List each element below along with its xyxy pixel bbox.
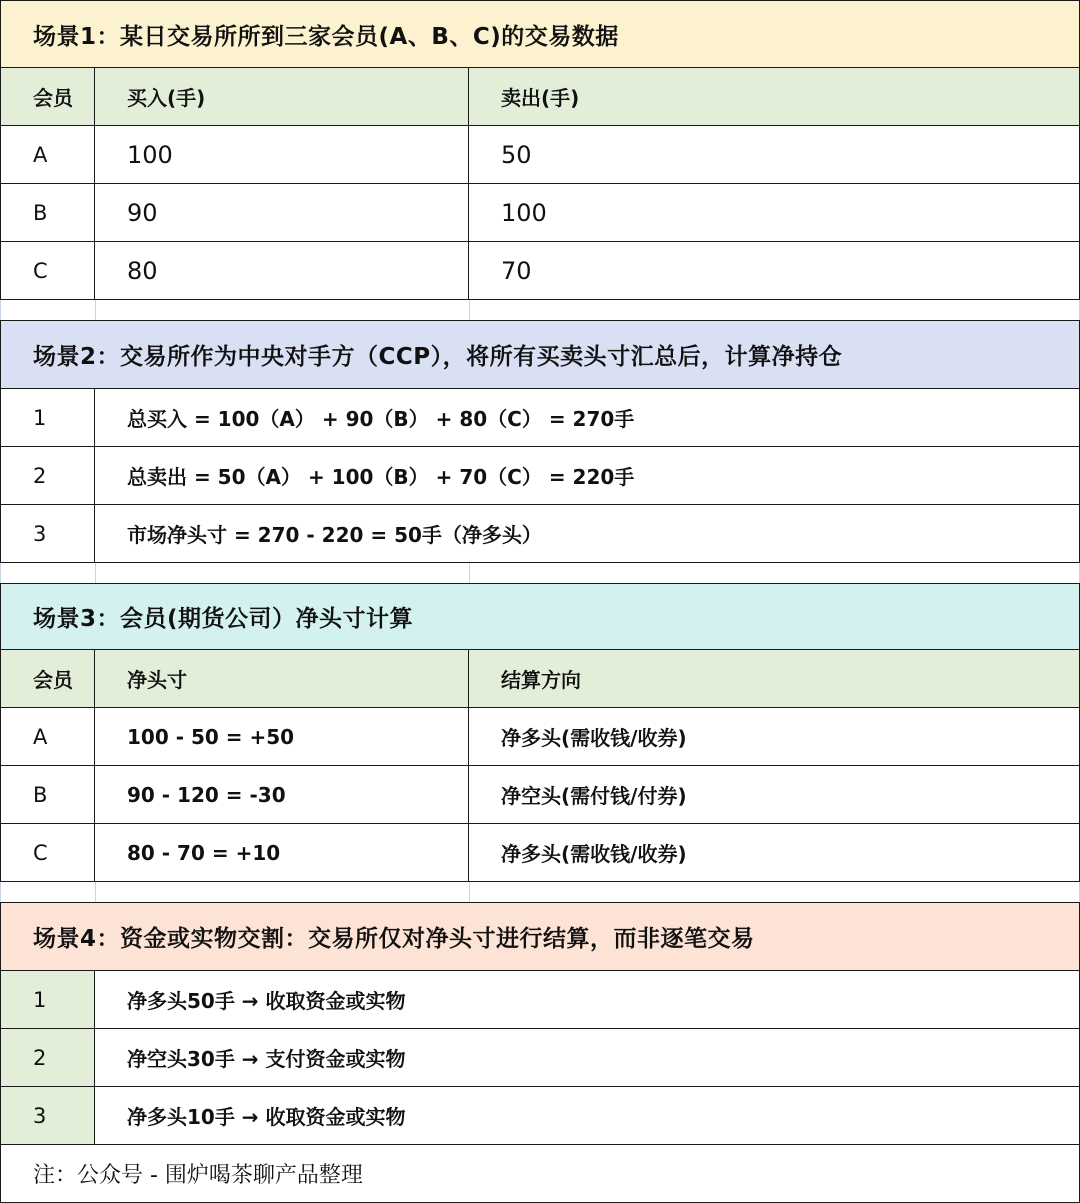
s3-header-net: 净头寸 — [95, 650, 469, 708]
s3-row-b-member: B — [0, 766, 95, 824]
s1-row-c-buy: 80 — [95, 242, 469, 300]
s4-row-3-index: 3 — [0, 1087, 95, 1145]
s2-row-3-index: 3 — [0, 505, 95, 563]
footer-note: 注：公众号 - 围炉喝茶聊产品整理 — [0, 1145, 1080, 1203]
s3-row-b-net: 90 - 120 = -30 — [95, 766, 469, 824]
s4-row-3-text: 净多头10手 → 收取资金或实物 — [95, 1087, 1080, 1145]
block-spacer — [0, 563, 1080, 583]
s1-header-member: 会员 — [0, 68, 95, 126]
s1-header-buy: 买入(手) — [95, 68, 469, 126]
s3-row-c-net: 80 - 70 = +10 — [95, 824, 469, 882]
s2-row-2-text: 总卖出 = 50（A） + 100（B） + 70（C） = 220手 — [95, 447, 1080, 505]
s4-row-2-text: 净空头30手 → 支付资金或实物 — [95, 1029, 1080, 1087]
scenario3-title: 场景3：会员(期货公司）净头寸计算 — [0, 583, 1080, 650]
s2-row-1-text: 总买入 = 100（A） + 90（B） + 80（C） = 270手 — [95, 389, 1080, 447]
s3-header-member: 会员 — [0, 650, 95, 708]
s1-header-sell: 卖出(手) — [469, 68, 1080, 126]
s4-row-2-index: 2 — [0, 1029, 95, 1087]
s3-row-c-member: C — [0, 824, 95, 882]
s1-row-b-sell: 100 — [469, 184, 1080, 242]
s1-row-a-buy: 100 — [95, 126, 469, 184]
s1-row-a-sell: 50 — [469, 126, 1080, 184]
s2-row-1-index: 1 — [0, 389, 95, 447]
s1-row-c-member: C — [0, 242, 95, 300]
s3-row-b-direction: 净空头(需付钱/付券) — [469, 766, 1080, 824]
s3-row-a-net: 100 - 50 = +50 — [95, 708, 469, 766]
s3-row-c-direction: 净多头(需收钱/收券) — [469, 824, 1080, 882]
s3-row-a-direction: 净多头(需收钱/收券) — [469, 708, 1080, 766]
s2-row-2-index: 2 — [0, 447, 95, 505]
s1-row-c-sell: 70 — [469, 242, 1080, 300]
block-spacer — [0, 882, 1080, 902]
s1-row-b-member: B — [0, 184, 95, 242]
s1-row-a-member: A — [0, 126, 95, 184]
s4-row-1-text: 净多头50手 → 收取资金或实物 — [95, 971, 1080, 1029]
s2-row-3-text: 市场净头寸 = 270 - 220 = 50手（净多头） — [95, 505, 1080, 563]
block-spacer — [0, 300, 1080, 320]
scenario2-title: 场景2：交易所作为中央对手方（CCP），将所有买卖头寸汇总后，计算净持仓 — [0, 320, 1080, 389]
s3-header-direction: 结算方向 — [469, 650, 1080, 708]
s4-row-1-index: 1 — [0, 971, 95, 1029]
scenario4-title: 场景4：资金或实物交割：交易所仅对净头寸进行结算，而非逐笔交易 — [0, 902, 1080, 971]
s1-row-b-buy: 90 — [95, 184, 469, 242]
scenario1-title: 场景1：某日交易所所到三家会员(A、B、C)的交易数据 — [0, 0, 1080, 68]
s3-row-a-member: A — [0, 708, 95, 766]
